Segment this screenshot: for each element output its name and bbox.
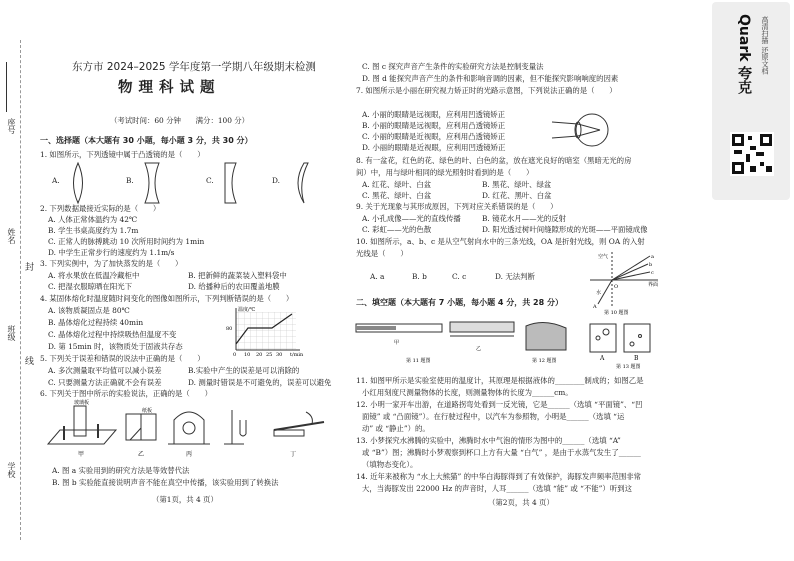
q6-option-a: A. 图 a 实验用到的研究方法是等效替代法 (52, 466, 190, 475)
fig-label-ding: 丁 (290, 451, 297, 458)
fig-air: 空气 (598, 254, 609, 260)
q5-option-c: C. 只要测量方法正确就不会有误差 (48, 378, 162, 387)
q9-option-d: D. 阳光透过树叶间缝隙形成的光斑——平面镜成像 (482, 225, 648, 234)
q8-option-b: B. 黑花、绿叶、绿盆 (482, 180, 552, 189)
qr-code-icon (730, 132, 774, 176)
section-2-heading: 二、填空题（本大题有 7 小题，每小题 4 分，共 28 分） (356, 298, 563, 307)
melting-graph (226, 306, 306, 356)
quark-brand: Quark 夸克 (736, 14, 752, 95)
q8-option-d: D. 红花、黑叶、白盆 (482, 191, 552, 200)
q4-option-b: B. 晶体熔化过程持续 40min (48, 318, 144, 327)
q10-option-a: A. a (370, 272, 385, 281)
exam-title: 东方市 2024–2025 学年度第一学期八年级期末检测 (72, 61, 316, 73)
question-5: 5. 下列关于误差和错误的说法中正确的是（ ） (40, 354, 205, 363)
graph-xlabel: t/min (290, 352, 304, 358)
q7-option-b: B. 小丽的眼睛是远视眼，应利用凸透镜矫正 (362, 121, 506, 130)
seal-text-1: 封 (23, 262, 33, 271)
question-12: 12. 小明一家开车出游，在道路拐弯处看到一反光镜，它是______（选填 “平面镜”、“凹 (356, 400, 643, 409)
refraction-diagram (590, 250, 666, 314)
q5-option-b: B.实验中产生的误差是可以消除的 (188, 366, 300, 375)
exam-info: （考试时间：60 分钟 满分：100 分） (110, 116, 250, 125)
fig-A: A (593, 304, 597, 310)
concave-lens-icon (142, 162, 162, 204)
q10-option-d: D. 无法判断 (495, 272, 535, 281)
question-1: 1. 如图所示，下列透镜中属于凸透镜的是（ ） (40, 150, 205, 159)
seal-text-2: 线 (23, 356, 33, 365)
graph-x0: 0 (233, 352, 237, 358)
q2-option-a: A. 人体正常体温约为 42℃ (48, 215, 138, 224)
q8-option-c: C. 黑花、绿叶、白盆 (362, 191, 432, 200)
fig-label-yi: 乙 (138, 451, 145, 458)
graph-x10: 10 (244, 352, 251, 358)
page1-footer: （第1页，共 4 页） (152, 495, 218, 504)
question-11: 11. 如图甲所示是实验室使用的温度计，其原理是根据液体的________制成的；如图乙是 (356, 376, 644, 385)
q5-option-a: A. 多次测量取平均值可以减小误差 (48, 366, 162, 375)
binding-line (20, 40, 21, 540)
q1-option-c: C. (206, 176, 214, 185)
fig-caption-13: 第 13 题图 (616, 364, 641, 370)
fig-jia: 甲 (394, 340, 400, 346)
fig-caption-12: 第 12 题图 (532, 358, 557, 364)
fig-interface: 界面 (648, 282, 659, 288)
question-9: 9. 关于光现象与其形成原因，下列对应关系错误的是（ ） (356, 202, 558, 211)
q1-option-b: B. (126, 176, 134, 185)
q8-option-a: A. 红花、绿叶、白盆 (362, 180, 432, 189)
graph-x20: 20 (256, 352, 263, 358)
graph-ylabel: 温度/℃ (238, 307, 256, 313)
question-10: 10. 如图所示，a、b、c 是从空气射向水中的三条光线，OA 是折射光线，则 OA 的入射 (356, 237, 645, 246)
fig-a: a (651, 254, 654, 260)
q6-option-b: B. 图 b 实验能直接说明声音不能在真空中传播，该实验用到了转换法 (52, 478, 279, 487)
eye-diagram (552, 110, 612, 150)
fig-yi: 乙 (476, 346, 482, 352)
plano-concave-lens-icon (222, 162, 242, 204)
fig-water: 水 (596, 290, 602, 296)
fig-b: b (649, 262, 653, 268)
q6-option-d: D. 图 d 能探究声音产生的条件和影响音调的因素，但不能探究影响响度的因素 (362, 74, 619, 83)
quark-scan-badge (712, 2, 790, 200)
fig-caption-11: 第 11 题图 (406, 358, 431, 364)
question-14-cont: 大，当海豚发出 22000 Hz 的声音时，人耳______（选填 “能” 或 “不能”）听到这 (362, 484, 632, 493)
question-12-cont: 面镜” 或 “凸面镜”）。在行驶过程中，以汽车为参照物，小明是______（选填 “运 (362, 412, 625, 421)
q7-option-c: C. 小丽的眼睛是近视眼，应利用凸透镜矫正 (362, 132, 506, 141)
question-2: 2. 下列数据最接近实际的是（ ） (40, 204, 161, 213)
q1-option-d: D. (272, 176, 281, 185)
q10-option-b: B. b (412, 272, 427, 281)
fig-o: O (614, 284, 619, 290)
q6-experiment-figures (44, 400, 334, 460)
question-12-cont2: 动” 或 “静止”）的。 (362, 424, 430, 433)
question-10-cont: 光线是（ ） (356, 249, 408, 258)
q7-option-d: D. 小丽的眼睛是近视眼，应利用凹透镜矫正 (362, 143, 506, 152)
page2-footer: （第2页，共 4 页） (488, 498, 554, 507)
question-11-cont: 小红用刻度尺测量物体的长度，则测量物体的长度为______cm。 (362, 388, 573, 397)
school-label: 学校 (7, 462, 16, 478)
question-13-cont: 或 “B”）图；沸腾时小梦观察到杯口上方有大量 “白气” ，是由于水蒸气发生了______ (362, 448, 641, 457)
fig-A-label: A (600, 355, 605, 362)
q2-option-d: D. 中学生正常步行的速度约为 1.1m/s (48, 248, 175, 257)
q3-option-b: B. 把新鲜的蔬菜装入塑料袋中 (188, 271, 287, 280)
q2-option-b: B. 学生书桌高度约为 1.7m (48, 226, 139, 235)
question-8-cont: 间）中，用与绿叶相同的绿光照射时看到的是（ ） (356, 168, 534, 177)
convex-lens-icon (68, 162, 88, 204)
q7-option-a: A. 小丽的眼睛是远视眼，应利用凹透镜矫正 (362, 110, 506, 119)
q9-option-c: C. 彩虹——光的色散 (362, 225, 432, 234)
q4-option-a: A. 该物质凝固点是 80℃ (48, 306, 130, 315)
q4-option-d: D. 第 15min 时，该物质处于固液共存态 (48, 342, 183, 351)
seat-label: 座号 (7, 118, 16, 134)
question-13-cont2: （填物态变化）。 (362, 460, 418, 469)
question-8: 8. 有一盆花，红色的花、绿色的叶、白色的盆，放在遮光良好的暗室（黑暗无光的房 (356, 156, 632, 165)
question-3: 3. 下列实例中，为了加快蒸发的是（ ） (40, 259, 183, 268)
q10-option-c: C. c (452, 272, 467, 281)
fig-B-label: B (634, 355, 639, 362)
q2-option-c: C. 正常人的脉搏跳动 10 次所用时间约为 1min (48, 237, 205, 246)
fig-label-jia: 甲 (78, 451, 85, 458)
section-1-heading: 一、选择题（本大题有 30 小题，每小题 3 分，共 30 分） (40, 136, 253, 145)
graph-x25: 25 (266, 352, 273, 358)
q3-option-a: A. 将水果放在低温冷藏柜中 (48, 271, 140, 280)
subject-title: 物理科试题 (118, 79, 221, 96)
q3-option-d: D. 给播种后的农田覆盖地膜 (188, 282, 280, 291)
q5-option-d: D. 测量时错误是不可避免的，误差可以避免 (188, 378, 332, 387)
quark-caption: 高清扫描 还原文档 (761, 16, 769, 75)
fig-label-bing: 丙 (186, 451, 193, 458)
q4-option-c: C. 晶体熔化过程中持续吸热但温度不变 (48, 330, 177, 339)
fill-in-figures (354, 314, 654, 370)
question-4: 4. 某固体熔化时温度随时间变化的图像如图所示，下列判断错误的是（ ） (40, 294, 294, 303)
name-label: 姓名 (7, 228, 16, 244)
q9-option-b: B. 镜花水月——光的反射 (482, 214, 567, 223)
q1-option-a: A. (52, 176, 60, 185)
fig-caption-10: 第 10 题图 (604, 310, 629, 316)
fig-label-board: 纸板 (142, 408, 153, 414)
meniscus-lens-icon (290, 162, 310, 204)
graph-x30: 30 (276, 352, 283, 358)
q9-option-a: A. 小孔成像——光的直线传播 (362, 214, 461, 223)
graph-y80: 80 (226, 326, 233, 332)
question-14: 14. 近年来被称为 “水上大熊猫” 的中华白海豚得到了有效保护，海豚发声频率范围非常 (356, 472, 642, 481)
class-label: 班级 (7, 325, 16, 341)
question-6: 6. 下列关于图中所示的实验说法，正确的是（ ） (40, 389, 212, 398)
question-13: 13. 小梦探究水沸腾的实验中，沸腾时水中气泡的情形为图中的______（选填 “A” (356, 436, 621, 445)
q3-option-c: C. 把湿衣服晾晒在阳光下 (48, 282, 132, 291)
fig-c: c (651, 270, 654, 276)
seat-blank (6, 62, 19, 112)
q6-option-c: C. 图 c 探究声音产生条件的实验研究方法是控制变量法 (362, 62, 544, 71)
question-7: 7. 如图所示是小丽在研究视力矫正时的光路示意图，下列说法正确的是（ ） (356, 86, 617, 95)
fig-label-glass: 玻璃板 (74, 400, 90, 406)
